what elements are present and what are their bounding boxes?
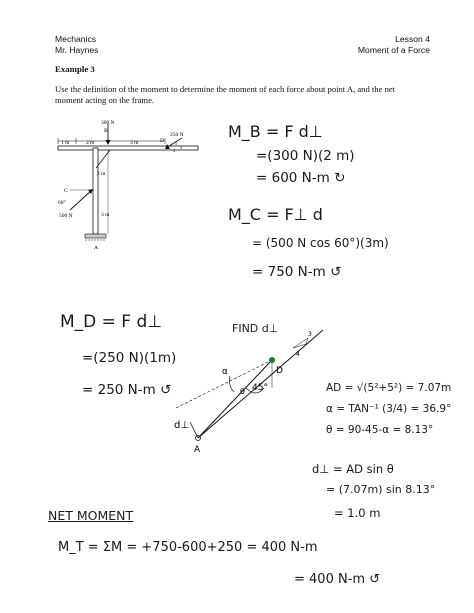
mb-equation: M_B = F d⊥ (228, 122, 323, 141)
total-moment-result: = 400 N-m ↺ (294, 572, 381, 587)
theta-equation: θ = 90-45-α = 8.13° (326, 424, 434, 436)
alpha-equation: α = TAN⁻¹ (3/4) = 36.9° (326, 403, 452, 415)
mc-substitution: = (500 N cos 60°)(3m) (252, 236, 389, 250)
force-c-label: 500 N (59, 213, 73, 219)
point-d-label: D (160, 138, 164, 144)
net-moment-title: NET MOMENT (48, 508, 134, 523)
teacher-name: Mr. Haynes (55, 45, 99, 55)
md-equation: M_D = F d⊥ (60, 312, 163, 332)
force-d-label: 250 N (170, 132, 184, 138)
dperp-substitution: = (7.07m) sin 8.13° (326, 483, 436, 496)
column (93, 148, 98, 234)
svg-text:5: 5 (175, 141, 178, 146)
angle-c-label: 60° (58, 200, 66, 206)
base-support (85, 234, 106, 238)
frame-figure (30, 118, 200, 258)
svg-text:4: 4 (296, 351, 300, 358)
point-b-label: B (104, 128, 108, 134)
lesson-topic: Moment of a Force (357, 45, 430, 55)
point-d-marker (269, 357, 275, 363)
force-b-label: 300 N (101, 120, 115, 126)
mc-result: = 750 N-m ↺ (252, 264, 342, 280)
example-instructions: Use the definition of the moment to determine the moment of each force about point A, and the net moment acting on the frame. (55, 84, 396, 105)
dim-v3m: 3 m (101, 212, 110, 218)
sketch-dperp-label: d⊥ (174, 420, 190, 431)
sketch-45-label: 45° (252, 383, 268, 393)
dperp-sketch (168, 328, 328, 458)
dim-3m: 3 m (130, 140, 139, 146)
svg-text:3: 3 (308, 331, 312, 338)
mb-substitution: =(300 N)(2 m) (256, 148, 355, 164)
header-left (55, 34, 98, 56)
dim-v2m: 2 m (97, 171, 106, 177)
total-moment-equation: M_T = ΣM = +750-600+250 = 400 N-m (58, 540, 318, 555)
sketch-d-label: D (276, 366, 283, 376)
point-c-label: C (64, 188, 68, 194)
svg-text:4: 4 (173, 148, 176, 153)
sketch-a-label: A (194, 445, 201, 455)
md-result: = 250 N-m ↺ (82, 382, 172, 398)
lesson-number: Lesson 4 (395, 34, 430, 44)
md-substitution: =(250 N)(1m) (82, 350, 177, 366)
dperp-result: = 1.0 m (334, 506, 381, 520)
mc-equation: M_C = F⊥ d (228, 205, 323, 224)
ad-line (198, 360, 272, 438)
dim-2m: 2 m (86, 140, 95, 146)
point-a-label: A (94, 245, 98, 251)
sketch-alpha-label: α (222, 367, 228, 377)
dim-1m: 1 m (61, 140, 70, 146)
sketch-theta-label: θ (240, 387, 245, 396)
mb-result: = 600 N-m ↻ (256, 170, 346, 186)
svg-text:3: 3 (180, 145, 183, 150)
example-title: Example 3 (55, 64, 95, 74)
find-dperp-title: FIND d⊥ (232, 322, 279, 335)
ad-equation: AD = √(5²+5²) = 7.07m (326, 382, 452, 394)
beam (58, 146, 198, 150)
dperp-equation: d⊥ = AD sin θ (312, 462, 394, 476)
header-right (358, 34, 430, 56)
course-name: Mechanics (55, 34, 97, 44)
